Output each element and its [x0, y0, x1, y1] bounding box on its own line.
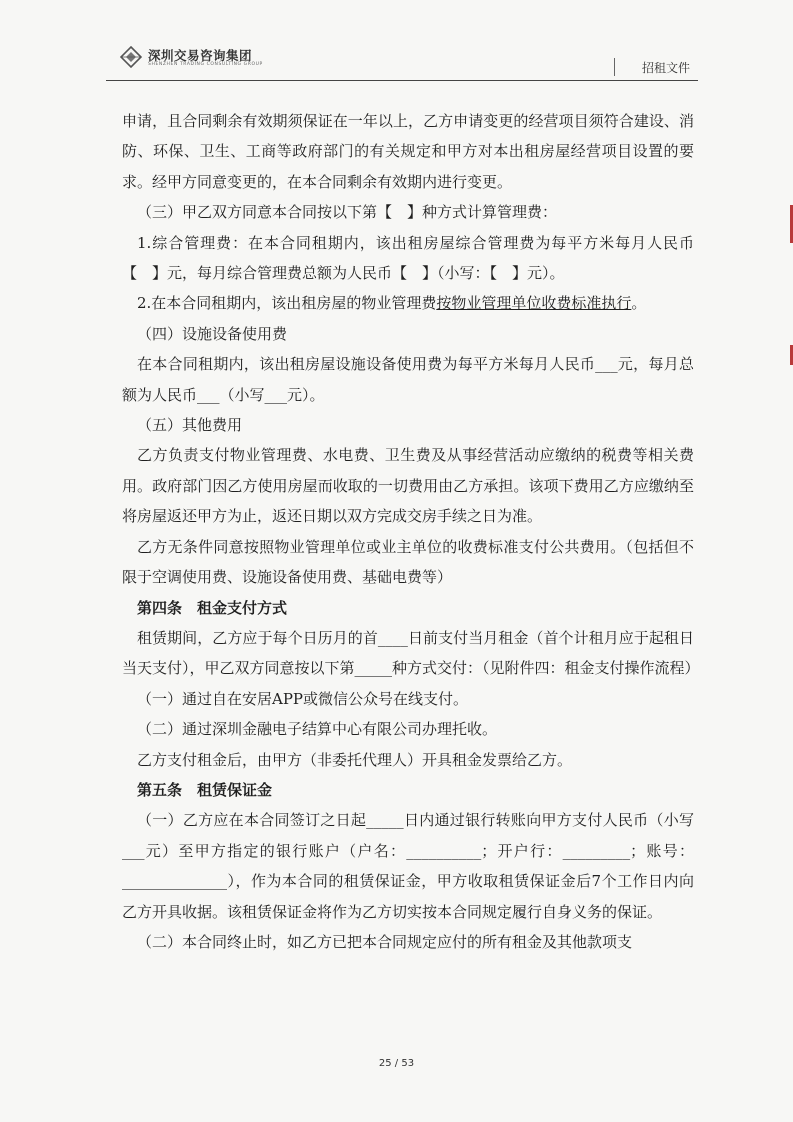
paragraph-invoice: 乙方支付租金后，由甲方（非委托代理人）开具租金发票给乙方。: [137, 750, 573, 769]
property-fee-text: 2.在本合同租期内，该出租房屋的物业管理费: [137, 294, 437, 313]
section-facility-fee-heading: （四）设施设备使用费: [137, 324, 288, 343]
paragraph-public-fees: 乙方无条件同意按照物业管理单位或业主单位的收费标准支付公共费用。（包括但不限于空调使用费、设施设备使用费、基础电费等）: [122, 537, 694, 587]
company-name: 深圳交易咨询集团: [148, 48, 253, 63]
article-five-heading: 第五条 租赁保证金: [137, 780, 273, 799]
paragraph-facility-fee: 在本合同租期内，该出租房屋设施设备使用费为每平方米每月人民币___元，每月总额为人民币___（小写___元）。: [122, 355, 694, 404]
page-number: 25 / 53: [378, 1058, 415, 1069]
document-body: [122, 106, 700, 957]
paragraph-comprehensive-fee: 1.综合管理费：在本合同租期内，该出租房屋综合管理费为每平方米每月人民币【 】元，每月综合管理费总额为人民币【 】（小写：【 】元）。: [122, 233, 694, 283]
paragraph-rent-payment: 租赁期间，乙方应于每个日历月的首____日前支付当月租金（首个计租月应于起租日当天支付），甲乙双方同意按以下第_____种方式交付：（见附件四：租金支付操作流程）: [122, 628, 700, 678]
paragraph-management-fee-heading: （三）甲乙双方同意本合同按以下第【 】种方式计算管理费：: [137, 203, 558, 222]
page-header: [106, 40, 698, 81]
paragraph-deposit-payment: （一）乙方应在本合同签订之日起_____日内通过银行转账向甲方支付人民币（小写___元）至甲方指定的银行账户（户名：__________；开户行：_________；账号：______________），作为本合同的租赁保证金，甲方收取租赁保证金后7个工作日内向乙方开具收据。该租赁保证金将作为乙方切实按本合同规定履行自身义务的保证。: [122, 811, 694, 921]
header-divider: [614, 58, 615, 76]
company-logo-icon: [120, 46, 142, 68]
paragraph-other-fees: 乙方负责支付物业管理费、水电费、卫生费及从事经营活动应缴纳的税费等相关费用。政府部门因乙方使用房屋而收取的一切费用由乙方承担。该项下费用乙方应缴纳至将房屋返还甲方为止，返还日期以双方完成交房手续之日为准。: [122, 446, 694, 526]
section-other-fees-heading: （五）其他费用: [137, 416, 243, 435]
article-four-heading: 第四条 租金支付方式: [137, 598, 288, 617]
document-type: 招租文件: [641, 61, 690, 75]
paragraph-payment-online: （一）通过自在安居APP或微信公众号在线支付。: [137, 689, 469, 708]
paragraph-change-application: 申请，且合同剩余有效期须保证在一年以上，乙方申请变更的经营项目须符合建设、消防、环保、卫生、工商等政府部门的有关规定和甲方对本出租房屋经营项目设置的要求。经甲方同意变更的，在本合同剩余有效期内进行变更。: [122, 112, 694, 191]
property-fee-standard: 按物业管理单位收费标准执行: [436, 294, 632, 313]
company-name-english: SHENZHEN TRADING CONSULTING GROUP: [148, 62, 263, 67]
property-fee-end: 。: [631, 294, 647, 313]
paragraph-payment-collection: （二）通过深圳金融电子结算中心有限公司办理托收。: [137, 720, 498, 739]
paragraph-deposit-refund: （二）本合同终止时，如乙方已把本合同规定应付的所有租金及其他款项支: [137, 932, 633, 951]
paragraph-property-fee: [122, 288, 694, 318]
